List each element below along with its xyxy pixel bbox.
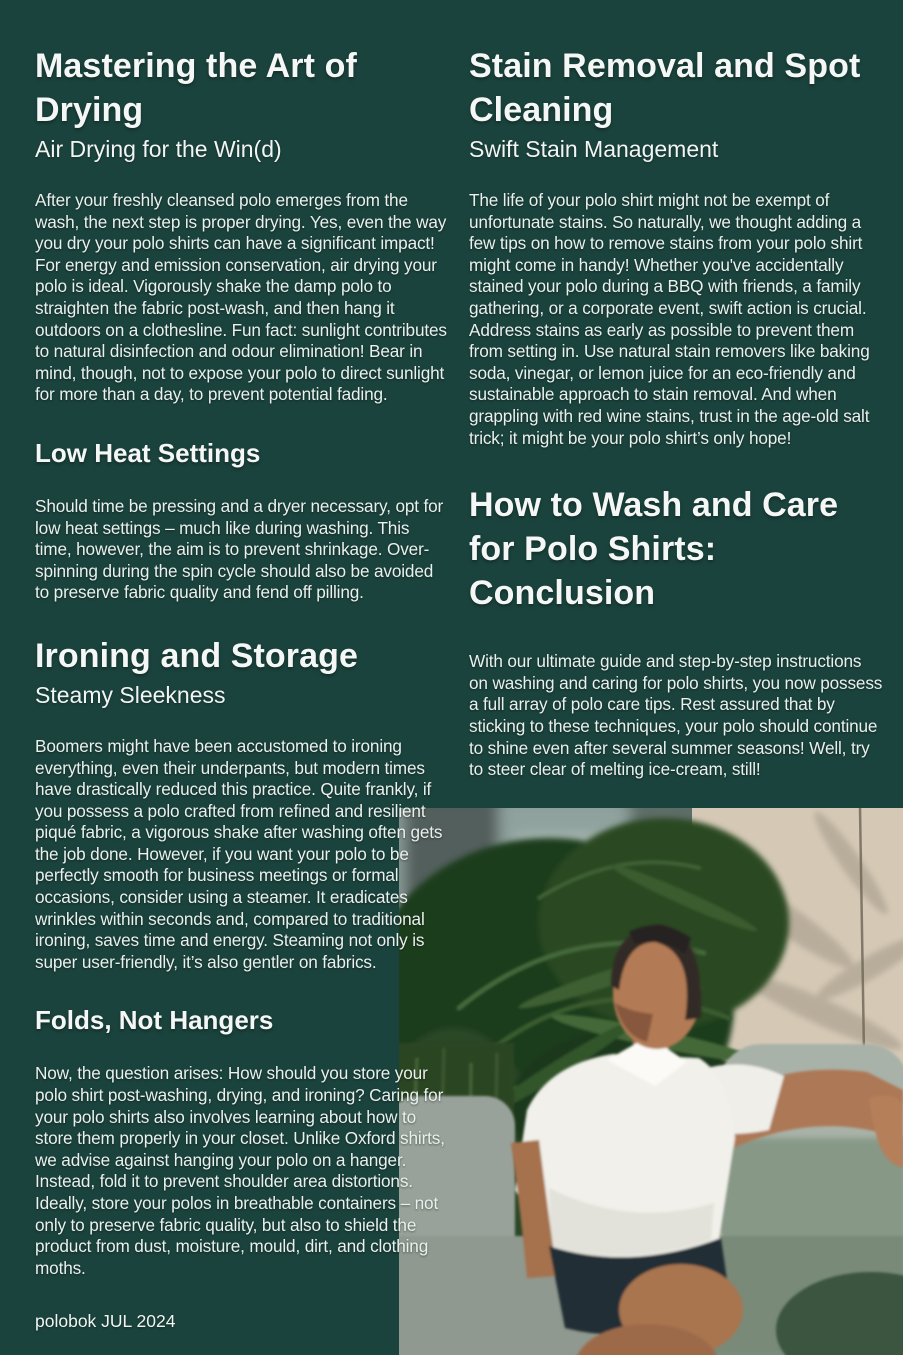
section-body: The life of your polo shirt might not be exempt of unfortunate stains. So naturally, we thought adding a few tips on how to remove stains from your polo shirt might come in handy! Whether you've accidentally stained your polo during a BBQ with friends, a family gathering, or a corporate event, swift action is crucial. Address stains as early as possible to prevent them from setting in. Use natural stain removers like baking soda, vinegar, or lemon juice for an eco-friendly and sustainable approach to stain removal. And when grappling with red wine stains, trust in the age-old salt trick; it might be your polo shirt’s only hope! <box>469 190 870 448</box>
section-heading: Mastering the Art of Drying <box>35 47 357 129</box>
section-stain-removal <box>469 44 883 449</box>
section-body: After your freshly cleansed polo emerges from the wash, the next step is proper drying. Yes, even the way you dry your polo shirts can have a significant impact! For energy and emission conservation, air drying your polo is ideal. Vigorously shake the damp polo to straighten the fabric post-wash, and then hang it outdoors on a clothesline. Fun fact: sunlight contributes to natural disinfection and odour elimination! Bear in mind, though, not to expose your polo to direct sunlight for more than a day, to prevent potential fading. <box>35 190 447 405</box>
section-conclusion <box>469 483 883 781</box>
section-subheading: Air Drying for the Win(d) <box>35 136 282 162</box>
left-column <box>35 44 449 1279</box>
page-footer: polobok JUL 2024 <box>35 1311 176 1331</box>
section-body: Boomers might have been accustomed to ironing everything, even their underpants, but modern times have drastically reduced this practice. Quite frankly, if you possess a polo crafted from refined and resilient piqué fabric, a vigorous shake after washing often gets the job done. However, if you want your polo to be perfectly smooth for business meetings or formal occasions, consider using a steamer. It eradicates wrinkles within seconds and, compared to traditional ironing, saves time and energy. Steaming not only is super user-friendly, it’s also gentler on fabrics. <box>35 735 443 972</box>
section-ironing-storage <box>35 634 449 974</box>
section-heading: Folds, Not Hangers <box>35 1005 274 1036</box>
section-body: Now, the question arises: How should you store your polo shirt post-washing, drying, and ironing? Caring for your polo shirts also involves learning about how to store them properly in your closet. Unlike Oxford shirts, we advise against hanging your polo on a hanger. Instead, fold it to prevent shoulder area distortions. Ideally, store your polos in breathable containers – not only to preserve fabric quality, but also to shield the product from dust, moisture, mould, dirt, and clothing moths. <box>35 1063 445 1278</box>
section-heading: How to Wash and Care for Polo Shirts: Conclusion <box>469 486 839 613</box>
section-subheading: Swift Stain Management <box>469 136 719 162</box>
section-heading: Ironing and Storage <box>35 636 359 675</box>
section-heading: Stain Removal and Spot Cleaning <box>469 47 861 129</box>
section-subheading: Steamy Sleekness <box>35 681 226 708</box>
section-body: With our ultimate guide and step-by-step instructions on washing and caring for polo shirts, you now possess a full array of polo care tips. Rest assured that by sticking to these techniques, your polo should continue to shine even after several summer seasons! Well, try to steer clear of melting ice-cream, still! <box>469 651 883 780</box>
section-body: Should time be pressing and a dryer necessary, opt for low heat settings – much like during washing. This time, however, the aim is to prevent shrinkage. Over-spinning during the spin cycle should also be avoided to preserve fabric quality and fend off pilling. <box>35 495 444 603</box>
section-mastering-drying <box>35 44 449 406</box>
right-column <box>469 44 883 781</box>
section-low-heat <box>35 436 449 604</box>
section-heading: Low Heat Settings <box>35 437 261 468</box>
polo-man-photo <box>399 808 903 1355</box>
polo-man-photo-illustration <box>399 808 903 1355</box>
section-folds-not-hangers <box>35 1003 449 1279</box>
